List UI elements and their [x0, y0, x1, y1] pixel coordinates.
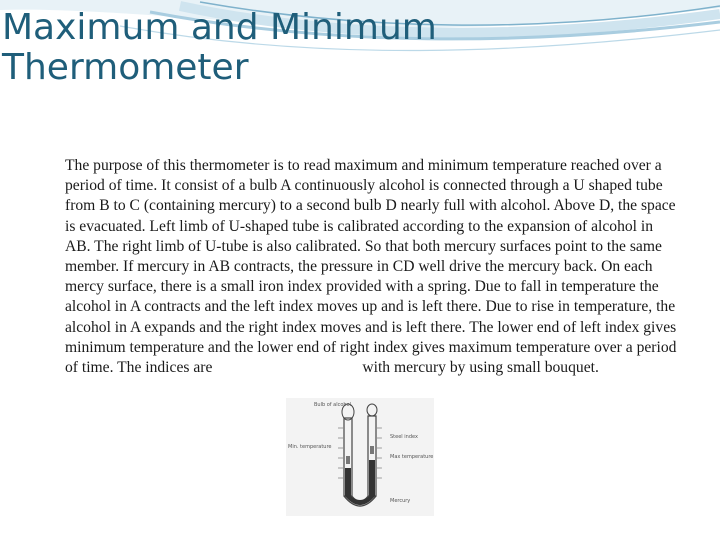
slide-title-line1: Maximum and Minimum [2, 7, 437, 48]
diagram-label-mercury: Mercury [390, 498, 411, 504]
body-paragraph [65, 156, 677, 378]
paragraph-text: The purpose of this thermometer is to read maximum and minimum temperature reached over a period of time. It consist of a bulb A continuously alcohol is connected through a U shaped tube from B to C (containing mercury) to a second bulb D nearly full with alcohol. Above D, the space is evacuated. Left limb of U-shaped tube is calibrated according to the expansion of alcohol in AB. The right limb of U-tube is also calibrated. So that both mercury surfaces point to the same member. If mercury in AB contracts, the pressure in CD well drive the mercury back. On each mercy surface, there is a small iron index provided with a spring. Due to fall in temperature the alcohol in A contracts and the left index moves up and is left there. Due to rise in temperature, the alcohol in A expands and the right index moves and is left there. The lower end of left index gives minimum temperature and the lower end of right index gives maximum temperature over a period of time. The indices are [65, 157, 677, 377]
thermometer-diagram [286, 398, 434, 516]
diagram-label-max: Max temperature [390, 454, 434, 460]
paragraph-end-text: with mercury by using small bouquet. [362, 359, 599, 377]
slide-title-line2: Thermometer [2, 47, 249, 88]
diagram-label-index: Steel index [390, 434, 418, 440]
thermometer-diagram-icon [286, 398, 434, 516]
diagram-label-bulb: Bulb of alcohol [314, 402, 352, 408]
diagram-label-min: Min. temperature [288, 444, 332, 450]
slide-title [2, 8, 437, 88]
